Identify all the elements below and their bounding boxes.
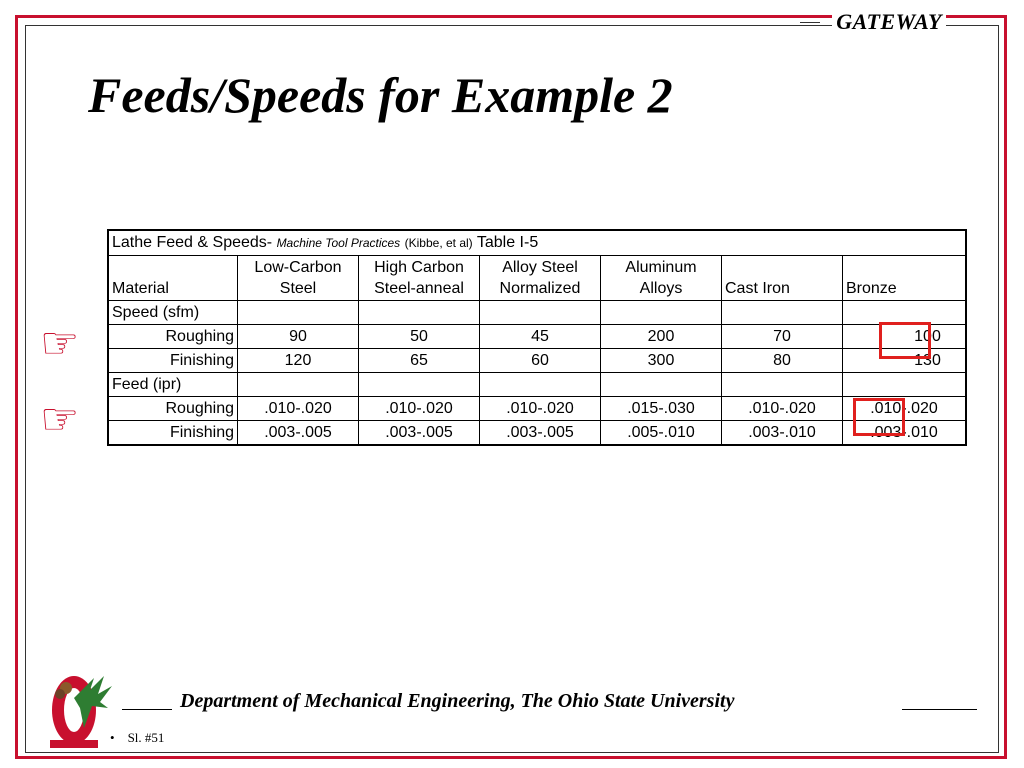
slide-number [110, 730, 164, 746]
table-cell: .003-.005 [238, 421, 359, 446]
table-caption [108, 230, 966, 256]
table-cell: 45 [480, 325, 601, 349]
slide-title: Feeds/Speeds for Example 2 [88, 67, 673, 123]
feeds-speeds-table [107, 229, 967, 446]
table-cell: .003-.010 [722, 421, 843, 446]
footer-rule-left [122, 709, 172, 710]
table-cell: .010-.020 [238, 397, 359, 421]
section-label-speed: Speed (sfm) [108, 301, 238, 325]
table-cell: .003-.005 [359, 421, 480, 446]
footer-rule-right [902, 709, 977, 710]
row-label: Roughing [108, 397, 238, 421]
table-row [108, 421, 966, 446]
pointing-hand-icon: ☞ [40, 394, 80, 445]
brand-label: GATEWAY [832, 9, 946, 35]
table-cell: 300 [601, 349, 722, 373]
table-cell: .003-.010 [843, 421, 967, 446]
footer-department: Department of Mechanical Engineering, The Ohio State University [180, 690, 735, 712]
row-label: Roughing [108, 325, 238, 349]
header-cell: Alloy Steel Normalized [480, 256, 601, 301]
table-section-row [108, 301, 966, 325]
table-cell: .010-.020 [480, 397, 601, 421]
table-cell: 100 [843, 325, 967, 349]
table-cell: .005-.010 [601, 421, 722, 446]
header-cell: Low-Carbon Steel [238, 256, 359, 301]
table-cell: 65 [359, 349, 480, 373]
table-row [108, 349, 966, 373]
pointing-hand-icon: ☞ [40, 318, 80, 369]
table-cell: 50 [359, 325, 480, 349]
table-cell: .010-.020 [843, 397, 967, 421]
caption-prefix: Lathe Feed & Speeds- [112, 234, 273, 251]
table-cell: 200 [601, 325, 722, 349]
table-row [108, 397, 966, 421]
slide-number-text: Sl. #51 [127, 730, 165, 745]
table-cell: .010-.020 [722, 397, 843, 421]
table-cell: 120 [238, 349, 359, 373]
caption-book: Machine Tool Practices [276, 236, 401, 250]
table-cell: 70 [722, 325, 843, 349]
header-cell: High Carbon Steel-anneal [359, 256, 480, 301]
highlight-box-feed [853, 398, 905, 436]
brand-rule-left [800, 22, 820, 23]
row-label: Finishing [108, 421, 238, 446]
table-cell: 90 [238, 325, 359, 349]
section-label-feed: Feed (ipr) [108, 373, 238, 397]
table-cell: .015-.030 [601, 397, 722, 421]
table-section-row [108, 373, 966, 397]
table-cell: 60 [480, 349, 601, 373]
bullet: • [110, 730, 115, 745]
caption-authors: (Kibbe, et al) [404, 236, 473, 250]
table-header-row [108, 256, 966, 301]
table-row [108, 325, 966, 349]
table-caption-row [108, 230, 966, 256]
row-label: Finishing [108, 349, 238, 373]
table-cell: 130 [843, 349, 967, 373]
header-cell: Bronze [843, 256, 967, 301]
table-cell: .010-.020 [359, 397, 480, 421]
header-cell: Aluminum Alloys [601, 256, 722, 301]
table-cell: .003-.005 [480, 421, 601, 446]
table-cell: 80 [722, 349, 843, 373]
highlight-box-speed [879, 322, 931, 359]
header-cell: Cast Iron [722, 256, 843, 301]
caption-suffix: Table I-5 [476, 234, 539, 251]
ohio-state-logo [44, 658, 116, 750]
header-cell: Material [108, 256, 238, 301]
